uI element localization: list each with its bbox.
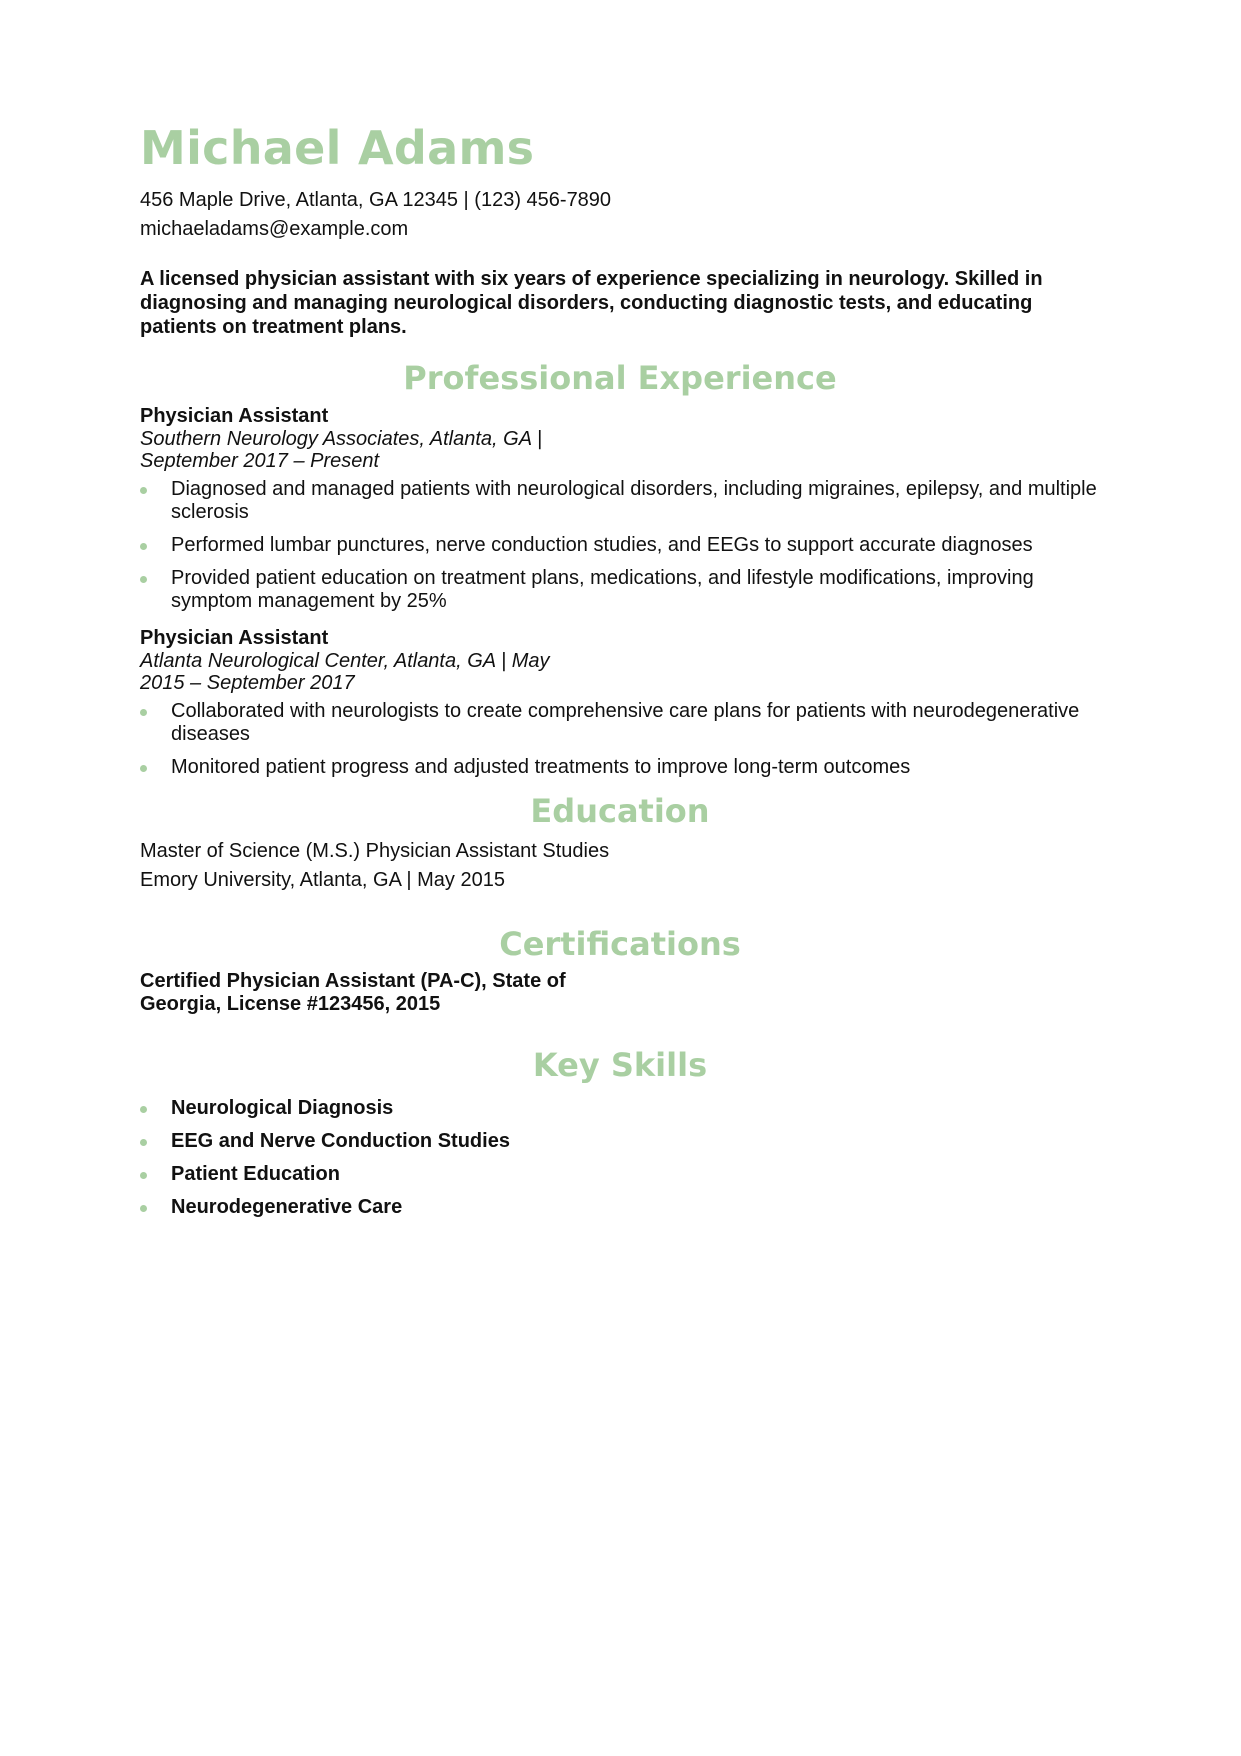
certifications-heading: Certifications (499, 925, 741, 963)
job-employer-dates: Southern Neurology Associates, Atlanta, GA | September 2017 – Present (140, 428, 543, 472)
bullet-dot-icon (140, 576, 147, 583)
skill-text: Neurological Diagnosis (171, 1097, 394, 1119)
skill-text: Patient Education (171, 1163, 340, 1185)
certification-item: Certified Physician Assistant (PA-C), State of Georgia, License #123456, 2015 (140, 970, 566, 1015)
experience-section (140, 356, 1100, 779)
email-address: michaeladams@example.com (140, 218, 409, 240)
list-item (140, 756, 1100, 779)
bullet-dot-icon (140, 1172, 147, 1179)
address-phone: 456 Maple Drive, Atlanta, GA 12345 | (123) 456-7890 (140, 189, 612, 211)
list-item (140, 1163, 1100, 1186)
skill-text: EEG and Nerve Conduction Studies (171, 1130, 510, 1152)
contact-info (140, 186, 1100, 244)
skills-list (140, 1097, 1100, 1219)
education-section (140, 789, 1100, 895)
job-entry (140, 626, 1100, 779)
skills-section (140, 1043, 1100, 1219)
bullet-text: Diagnosed and managed patients with neurological disorders, including migraines, epilepsy, and multiple sclerosis (171, 478, 1097, 523)
list-item (140, 1130, 1100, 1153)
bullet-dot-icon (140, 1139, 147, 1146)
list-item (140, 478, 1100, 524)
bullet-dot-icon (140, 543, 147, 550)
certifications-section (140, 922, 1100, 1016)
bullet-text: Performed lumbar punctures, nerve conduction studies, and EEGs to support accurate diagnoses (171, 534, 1033, 556)
job-bullets (140, 478, 1100, 613)
list-item (140, 700, 1100, 746)
education-heading: Education (530, 792, 710, 830)
bullet-text: Monitored patient progress and adjusted treatments to improve long-term outcomes (171, 756, 911, 778)
resume-page (140, 118, 1100, 1229)
bullet-dot-icon (140, 765, 147, 772)
list-item (140, 1097, 1100, 1120)
job-title: Physician Assistant (140, 405, 329, 427)
degree: Master of Science (M.S.) Physician Assistant Studies (140, 840, 610, 862)
resume-header (140, 118, 1100, 244)
skills-heading: Key Skills (532, 1046, 708, 1084)
candidate-name: Michael Adams (140, 121, 535, 175)
list-item (140, 567, 1100, 613)
school: Emory University, Atlanta, GA | May 2015 (140, 869, 505, 891)
job-employer-dates: Atlanta Neurological Center, Atlanta, GA | May 2015 – September 2017 (140, 650, 550, 694)
experience-heading: Professional Experience (403, 359, 837, 397)
job-title: Physician Assistant (140, 627, 329, 649)
job-entry (140, 404, 1100, 613)
professional-summary: A licensed physician assistant with six years of experience specializing in neurology. Skilled in diagnosing and managing neurological disorders, conducting diagnostic tests, and educating patients on treatment plans. (140, 268, 1043, 338)
skill-text: Neurodegenerative Care (171, 1196, 403, 1218)
job-bullets (140, 700, 1100, 779)
bullet-dot-icon (140, 487, 147, 494)
bullet-dot-icon (140, 1205, 147, 1212)
list-item (140, 534, 1100, 557)
list-item (140, 1196, 1100, 1219)
bullet-text: Collaborated with neurologists to create comprehensive care plans for patients with neurodegenerative diseases (171, 700, 1080, 745)
bullet-dot-icon (140, 1106, 147, 1113)
bullet-text: Provided patient education on treatment plans, medications, and lifestyle modifications, improving symptom management by 25% (171, 567, 1034, 612)
bullet-dot-icon (140, 709, 147, 716)
